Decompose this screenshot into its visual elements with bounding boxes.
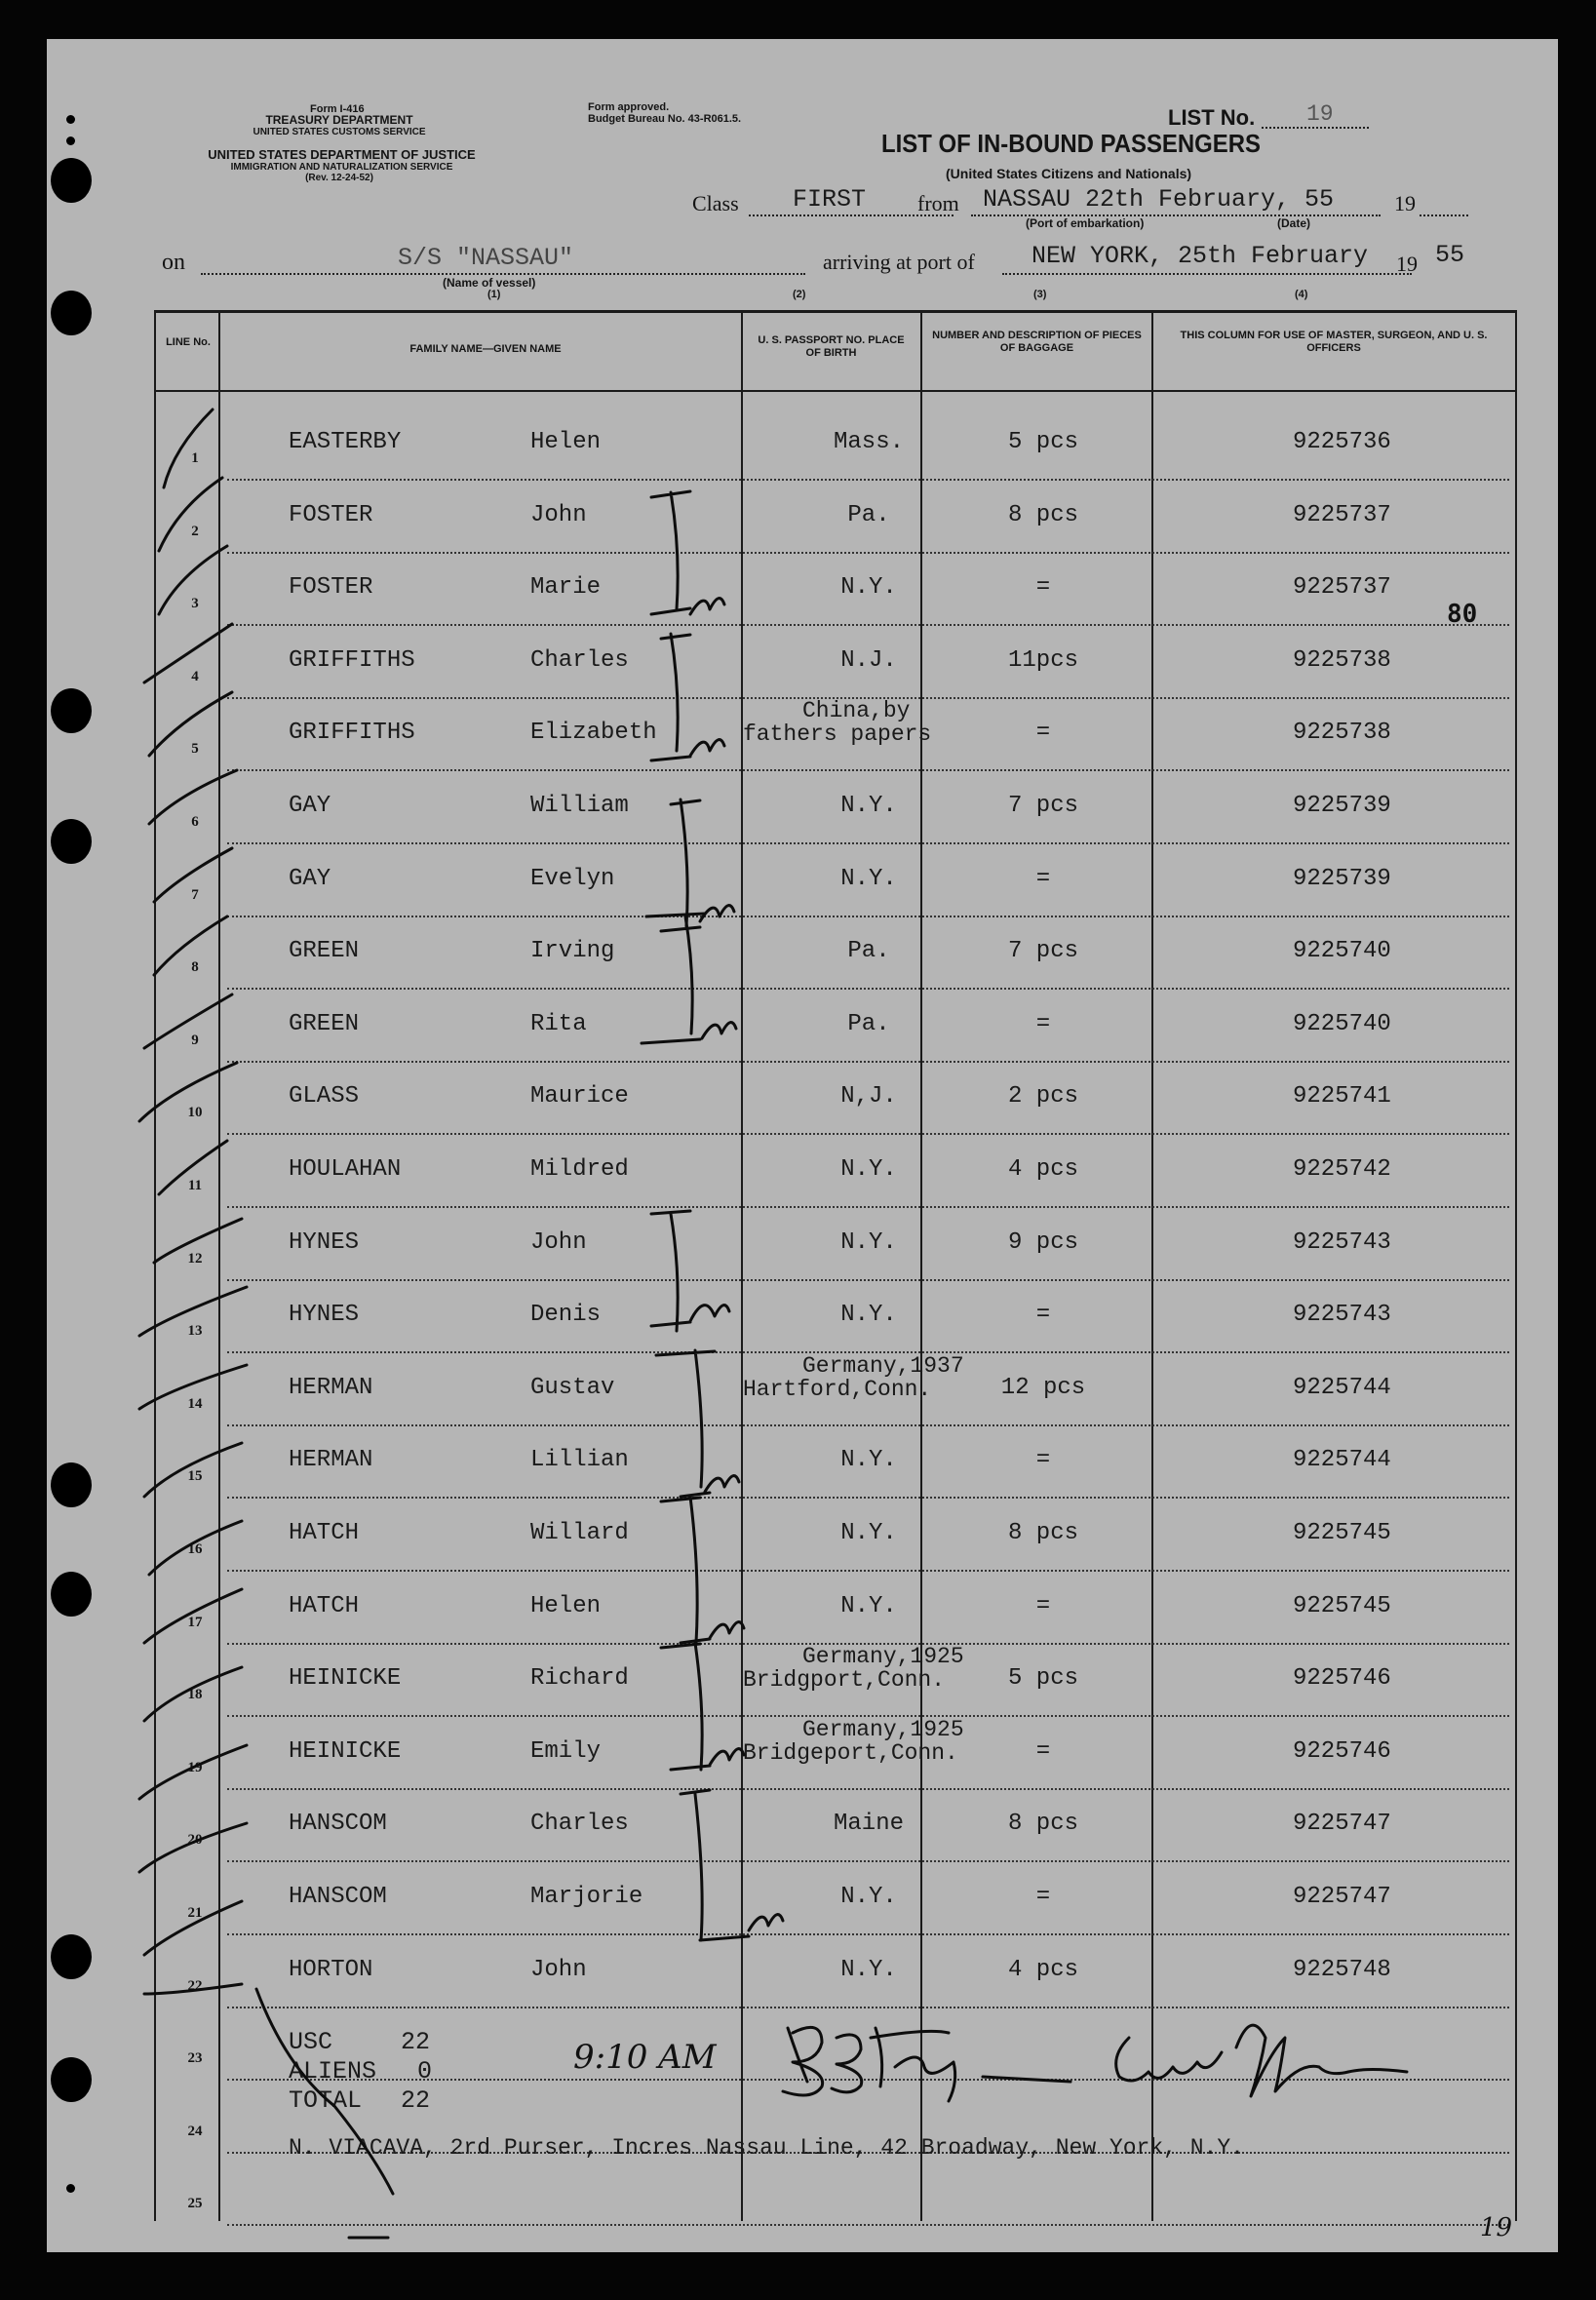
given-name: Irving [530, 938, 615, 965]
line-number: 10 [187, 1105, 203, 1121]
table-row [47, 408, 1558, 481]
birthplace: Germany,1937 [802, 1352, 964, 1379]
given-name: Richard [530, 1665, 629, 1693]
birthplace: N.Y. [840, 1520, 897, 1546]
baggage: 8 pcs [1007, 1520, 1079, 1546]
total-label: TOTAL [289, 2086, 363, 2115]
given-name: Emily [530, 1737, 602, 1765]
given-name: John [530, 501, 587, 528]
family-name: HOULAHAN [289, 1156, 402, 1183]
given-name: Charles [530, 1811, 629, 1838]
given-name: Lillian [530, 1447, 629, 1474]
given-name: Maurice [530, 1083, 629, 1111]
officer-number: 9225741 [1293, 1083, 1391, 1111]
document-subtitle: (United States Citizens and Nationals) [946, 166, 1192, 181]
baggage: = [1035, 720, 1051, 747]
list-no-value: 19 [1306, 101, 1334, 127]
arrival-year: 55 [1435, 241, 1465, 269]
given-name: Rita [530, 1010, 587, 1037]
line-number: 5 [191, 741, 199, 758]
line-number: 25 [187, 2196, 203, 2212]
table-row [47, 481, 1558, 554]
officer-number: 9225745 [1293, 1592, 1391, 1619]
table-row [47, 1644, 1558, 1717]
port-caption: (Port of embarkation) [1026, 216, 1145, 230]
given-name: Helen [530, 429, 602, 455]
family-name: GRIFFITHS [289, 720, 415, 747]
baggage: 9 pcs [1007, 1228, 1079, 1256]
binder-hole [51, 291, 92, 335]
officer-number: 9225745 [1293, 1520, 1391, 1546]
vessel-name: S/S "NASSAU" [398, 244, 574, 272]
birthplace-line2: Hartford,Conn. [743, 1376, 932, 1402]
table-row [47, 1935, 1558, 2008]
arrival-year-prefix: 19 [1396, 252, 1418, 276]
birthplace: N.Y. [840, 1884, 897, 1910]
birthplace-line2: Bridgport,Conn. [743, 1667, 946, 1694]
officer-number: 9225743 [1293, 1228, 1391, 1256]
binder-dot [66, 2184, 75, 2193]
line-number: 18 [187, 1687, 203, 1703]
binder-hole [51, 1934, 92, 1979]
justice-heading: UNITED STATES DEPARTMENT OF JUSTICE [208, 147, 476, 162]
line-number: 3 [191, 596, 199, 612]
baggage: = [1035, 1010, 1051, 1037]
baggage: 12 pcs [1000, 1374, 1086, 1401]
page-number: 19 [1480, 2213, 1513, 2242]
birthplace: N.Y. [840, 1592, 897, 1619]
class-value: FIRST [793, 185, 867, 214]
baggage: = [1035, 1884, 1051, 1910]
baggage: 8 pcs [1007, 1811, 1079, 1838]
table-row [47, 771, 1558, 844]
arriving-label: arriving at port of [823, 250, 975, 274]
family-name: HATCH [289, 1520, 360, 1546]
table-row [47, 1789, 1558, 1862]
aliens-count: 0 [417, 2057, 433, 2086]
line-number: 9 [191, 1032, 199, 1048]
baggage: = [1035, 1447, 1051, 1474]
binder-hole [51, 1462, 92, 1507]
table-row [47, 1062, 1558, 1135]
date-caption: (Date) [1277, 216, 1311, 230]
margin-note: 80 [1447, 600, 1478, 629]
birthplace: Pa. [847, 1010, 890, 1037]
line-number: 13 [187, 1323, 203, 1340]
given-name: Gustav [530, 1374, 615, 1401]
table-row [47, 916, 1558, 990]
family-name: GAY [289, 793, 331, 819]
birthplace: N.Y. [840, 865, 897, 892]
baggage: 4 pcs [1007, 1156, 1079, 1183]
birthplace: N.Y. [840, 1447, 897, 1474]
birthplace: N.Y. [840, 1956, 897, 1983]
budget-bureau: Budget Bureau No. 43-R061.5. [588, 113, 742, 125]
given-name: John [530, 1956, 587, 1983]
table-row [47, 1425, 1558, 1499]
usc-count: 22 [401, 2028, 431, 2056]
family-name: HERMAN [289, 1447, 373, 1474]
col3-number: (3) [1033, 289, 1047, 300]
birthplace: Germany,1925 [802, 1716, 964, 1742]
table-row [47, 1208, 1558, 1281]
baggage: = [1035, 1592, 1051, 1619]
table-row [47, 1135, 1558, 1208]
line-number: 14 [187, 1395, 203, 1412]
revision-date: (Rev. 12-24-52) [305, 173, 373, 183]
birthplace: N.Y. [840, 1302, 897, 1329]
line-number: 24 [187, 2123, 203, 2139]
table-row [47, 1572, 1558, 1645]
officer-number: 9225737 [1293, 501, 1391, 528]
line-number: 23 [187, 2050, 203, 2067]
vessel-line [201, 273, 805, 275]
officer-number: 9225746 [1293, 1737, 1391, 1765]
birthplace-line2: fathers papers [743, 721, 932, 748]
family-name: GRIFFITHS [289, 646, 415, 674]
table-row [47, 990, 1558, 1063]
family-name: FOSTER [289, 574, 373, 602]
family-name: HANSCOM [289, 1811, 387, 1838]
birthplace: Pa. [847, 938, 890, 965]
ins-heading: IMMIGRATION AND NATURALIZATION SERVICE [230, 162, 453, 173]
table-top-rule [154, 310, 1517, 313]
officer-number: 9225736 [1293, 429, 1391, 455]
given-name: Mildred [530, 1156, 629, 1183]
officer-number: 9225738 [1293, 646, 1391, 674]
family-name: EASTERBY [289, 429, 402, 455]
given-name: Helen [530, 1592, 602, 1619]
table-row [47, 553, 1558, 626]
baggage: 7 pcs [1007, 793, 1079, 819]
given-name: John [530, 1228, 587, 1256]
table-row [47, 1717, 1558, 1790]
baggage: = [1035, 1302, 1051, 1329]
line-number: 1 [191, 450, 199, 466]
family-name: HYNES [289, 1302, 360, 1329]
line-number: 2 [191, 523, 199, 539]
officer-number: 9225744 [1293, 1447, 1391, 1474]
baggage: 4 pcs [1007, 1956, 1079, 1983]
officer-number: 9225738 [1293, 720, 1391, 747]
line-number: 8 [191, 959, 199, 976]
on-label: on [162, 250, 185, 275]
family-name: GAY [289, 865, 331, 892]
aliens-label: ALIENS [289, 2057, 377, 2086]
list-no-line [1262, 127, 1369, 129]
baggage: 5 pcs [1007, 1665, 1079, 1693]
birthplace: N.Y. [840, 793, 897, 819]
family-name: GREEN [289, 1010, 360, 1037]
from-value: NASSAU 22th February, 55 [983, 185, 1335, 214]
line-number: 11 [187, 1178, 203, 1193]
line-number: 22 [187, 1977, 203, 1994]
birthplace: N.J. [840, 646, 897, 674]
family-name: GLASS [289, 1083, 360, 1111]
table-row [47, 2153, 1558, 2226]
form-number: Form I-416 [310, 103, 365, 115]
treasury-heading: TREASURY DEPARTMENT [265, 113, 413, 127]
binder-dot [66, 136, 75, 145]
from-year-prefix: 19 [1394, 191, 1416, 215]
birthplace: Maine [833, 1811, 905, 1838]
family-name: HEINICKE [289, 1737, 402, 1765]
binder-hole [51, 688, 92, 733]
form-approved: Form approved. [588, 101, 670, 113]
officer-number: 9225740 [1293, 1010, 1391, 1037]
from-year-line [1420, 214, 1468, 216]
table-row [47, 1353, 1558, 1426]
purser-line: N. VIACAVA, 2rd Purser, Incres Nassau Line, 42 Broadway, New York, N.Y. [289, 2135, 1244, 2161]
baggage: = [1035, 865, 1051, 892]
given-name: Elizabeth [530, 720, 657, 747]
officer-number: 9225739 [1293, 865, 1391, 892]
arrival-line [1002, 273, 1412, 275]
table-row [47, 1862, 1558, 1935]
class-label: Class [692, 191, 739, 215]
binder-hole [51, 158, 92, 203]
table-row [47, 1499, 1558, 1572]
binder-hole [51, 819, 92, 864]
family-name: HORTON [289, 1956, 373, 1983]
given-name: Charles [530, 646, 629, 674]
birthplace: N.Y. [840, 1156, 897, 1183]
officer-number: 9225744 [1293, 1374, 1391, 1401]
officer-number: 9225743 [1293, 1302, 1391, 1329]
header-bottom-rule [154, 390, 1517, 392]
family-name: FOSTER [289, 501, 373, 528]
given-name: Willard [530, 1520, 629, 1546]
officer-number: 9225746 [1293, 1665, 1391, 1693]
table-row [47, 698, 1558, 771]
baggage: = [1035, 574, 1051, 602]
col4-number: (4) [1295, 289, 1308, 300]
given-name: Marjorie [530, 1884, 643, 1910]
from-label: from [917, 191, 959, 215]
given-name: Denis [530, 1302, 602, 1329]
total-count: 22 [401, 2086, 431, 2115]
manifest-page [47, 39, 1558, 2252]
list-no-label: LIST No. [1168, 105, 1256, 130]
customs-heading: UNITED STATES CUSTOMS SERVICE [253, 127, 426, 137]
table-row [47, 626, 1558, 699]
header-baggage: NUMBER AND DESCRIPTION OF PIECES OF BAGGAGE [932, 330, 1142, 354]
line-number: 12 [187, 1250, 203, 1267]
handwritten-time: 9:10 AM [573, 2038, 717, 2077]
birthplace: Mass. [833, 429, 905, 455]
baggage: 11pcs [1007, 646, 1079, 674]
col2-number: (2) [793, 289, 806, 300]
binder-hole [51, 2057, 92, 2102]
officer-number: 9225748 [1293, 1956, 1391, 1983]
line-number: 15 [187, 1468, 203, 1485]
given-name: Evelyn [530, 865, 615, 892]
document-title: LIST OF IN-BOUND PASSENGERS [881, 129, 1261, 158]
header-passport: U. S. PASSPORT NO. PLACE OF BIRTH [758, 334, 905, 359]
birthplace: N.Y. [840, 1228, 897, 1256]
row-rule [227, 2224, 1509, 2226]
vessel-col-number: (1) [487, 289, 501, 300]
vessel-caption: (Name of vessel) [443, 276, 536, 290]
line-number: 21 [187, 1905, 203, 1921]
family-name: HYNES [289, 1228, 360, 1256]
family-name: GREEN [289, 938, 360, 965]
family-name: HANSCOM [289, 1884, 387, 1910]
binder-dot [66, 115, 75, 124]
officer-number: 9225737 [1293, 574, 1391, 602]
baggage: 5 pcs [1007, 429, 1079, 455]
line-number: 7 [191, 886, 199, 903]
given-name: Marie [530, 574, 602, 602]
birthplace: N.Y. [840, 574, 897, 602]
binder-hole [51, 1572, 92, 1617]
baggage: 2 pcs [1007, 1083, 1079, 1111]
line-number: 20 [187, 1832, 203, 1849]
line-number: 4 [191, 668, 199, 684]
family-name: HATCH [289, 1592, 360, 1619]
officer-number: 9225742 [1293, 1156, 1391, 1183]
header-line-no: LINE No. [166, 336, 211, 348]
family-name: HEINICKE [289, 1665, 402, 1693]
birthplace: Germany,1925 [802, 1644, 964, 1670]
officer-number: 9225740 [1293, 938, 1391, 965]
table-row [47, 844, 1558, 917]
given-name: William [530, 793, 629, 819]
table-row [47, 1280, 1558, 1353]
officer-number: 9225747 [1293, 1884, 1391, 1910]
birthplace: China,by [802, 698, 911, 724]
officer-number: 9225747 [1293, 1811, 1391, 1838]
birthplace: Pa. [847, 501, 890, 528]
baggage: = [1035, 1737, 1051, 1765]
line-number: 16 [187, 1541, 203, 1557]
birthplace-line2: Bridgeport,Conn. [743, 1739, 958, 1766]
header-name: FAMILY NAME—GIVEN NAME [409, 343, 562, 355]
officer-number: 9225739 [1293, 793, 1391, 819]
birthplace: N,J. [840, 1083, 897, 1111]
header-officers: THIS COLUMN FOR USE OF MASTER, SURGEON, AND U. S. OFFICERS [1180, 330, 1488, 354]
family-name: HERMAN [289, 1374, 373, 1401]
line-number: 19 [187, 1759, 203, 1775]
table-row [47, 2008, 1558, 2081]
line-number: 6 [191, 814, 199, 830]
line-number: 17 [187, 1614, 203, 1630]
usc-label: USC [289, 2028, 333, 2056]
arrival-value: NEW YORK, 25th February [1032, 242, 1369, 270]
baggage: 7 pcs [1007, 938, 1079, 965]
baggage: 8 pcs [1007, 501, 1079, 528]
